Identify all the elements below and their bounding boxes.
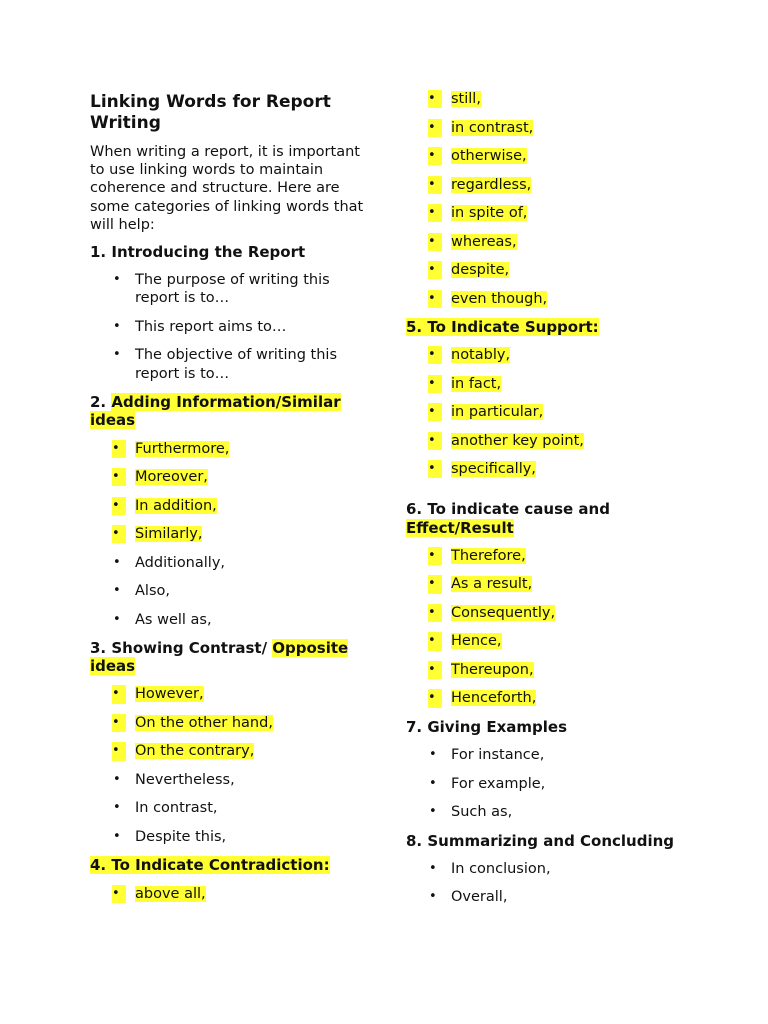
bullet-icon: • [429, 804, 437, 820]
heading-text: 6. To indicate cause and [406, 500, 610, 519]
bullet-icon: • [428, 176, 442, 194]
bullet-icon: • [428, 432, 442, 450]
bullet-icon: • [428, 233, 442, 251]
bullet-icon: • [113, 611, 121, 627]
list-item-text: However, [135, 686, 204, 703]
bullet-icon: • [112, 885, 126, 903]
bullet-icon: • [428, 90, 442, 108]
bullet-icon: • [428, 147, 442, 165]
section [406, 832, 706, 907]
bullet-icon: • [428, 689, 442, 707]
linking-word-list [90, 885, 370, 903]
list-item-text: As well as, [135, 611, 212, 628]
bullet-icon: • [429, 860, 437, 876]
list-item [406, 575, 706, 593]
bullet-icon: • [428, 661, 442, 679]
heading-highlight-text: Effect/Result [406, 518, 514, 537]
bullet-icon: • [428, 575, 442, 593]
linking-word-list [406, 860, 706, 907]
section [90, 243, 370, 383]
list-item-text: Such as, [451, 804, 513, 821]
list-item-text: For example, [451, 775, 546, 792]
list-item [406, 176, 706, 194]
linking-word-list [406, 746, 706, 821]
list-item-text: regardless, [451, 176, 532, 193]
bullet-icon: • [112, 440, 126, 458]
list-item [406, 119, 706, 137]
list-item-text: On the other hand, [135, 714, 273, 731]
list-item-text: still, [451, 91, 481, 107]
intro-paragraph: When writing a report, it is important to use linking words to maintain coherence and structure. Here are some categories of linking words that will help: [90, 144, 364, 233]
heading-text: 8. Summarizing and Concluding [406, 831, 675, 850]
list-item [406, 233, 706, 251]
right-column [406, 90, 706, 917]
section [90, 856, 370, 902]
heading-highlight-text: 5. To Indicate Support: [406, 318, 599, 336]
linking-word-list [406, 547, 706, 708]
list-item-text: in fact, [451, 375, 502, 392]
list-item-text: notably, [451, 347, 511, 364]
section [406, 500, 706, 707]
bullet-icon: • [112, 742, 126, 760]
bullet-icon: • [112, 497, 126, 515]
section-heading [406, 718, 706, 736]
bullet-icon: • [428, 632, 442, 650]
bullet-icon: • [112, 525, 126, 543]
section-heading [90, 243, 370, 261]
list-item-text: Additionally, [135, 554, 226, 571]
list-item-text: Thereupon, [451, 661, 534, 678]
document-title: Linking Words for Report Writing [90, 92, 331, 133]
linking-word-list [90, 685, 370, 846]
list-item [90, 554, 370, 572]
list-item-text: even though, [451, 290, 548, 307]
list-item-text: despite, [451, 262, 510, 278]
bullet-icon: • [112, 685, 126, 703]
section-heading [90, 639, 370, 675]
list-item [406, 803, 706, 821]
list-item-text: Nevertheless, [135, 771, 235, 788]
list-item [90, 771, 370, 789]
list-item-text: Hence, [451, 633, 502, 650]
list-item-text: Moreover, [135, 469, 208, 486]
list-item [406, 860, 706, 878]
list-item-text: another key point, [451, 432, 584, 449]
list-item-text: As a result, [451, 576, 533, 593]
list-item-text: in contrast, [451, 119, 534, 136]
list-item [90, 497, 370, 515]
list-item-text: In contrast, [135, 800, 218, 817]
list-item [90, 799, 370, 817]
list-item [90, 685, 370, 703]
section-heading [406, 832, 706, 850]
list-item-text: in particular, [451, 404, 544, 421]
list-item [406, 90, 706, 108]
section [90, 393, 370, 629]
bullet-icon: • [428, 547, 442, 565]
left-sections [90, 243, 370, 903]
bullet-icon: • [112, 468, 126, 486]
list-item [90, 318, 370, 336]
list-item [406, 261, 706, 279]
bullet-icon: • [113, 318, 121, 334]
list-item [406, 689, 706, 707]
section [90, 639, 370, 846]
section [406, 718, 706, 821]
list-item [406, 290, 706, 308]
list-item [406, 375, 706, 393]
list-item [406, 403, 706, 421]
list-item-text: Also, [135, 583, 170, 600]
list-item [90, 468, 370, 486]
list-item-text: Overall, [451, 889, 508, 906]
bullet-icon: • [113, 554, 121, 570]
right-sections [406, 90, 706, 906]
bullet-icon: • [428, 604, 442, 622]
list-item-text: Despite this, [135, 828, 227, 845]
bullet-icon: • [428, 204, 442, 222]
section-heading [90, 393, 370, 429]
list-item-text: The objective of writing this report is to… [135, 347, 338, 382]
section [406, 90, 706, 308]
list-item [90, 525, 370, 543]
list-item-text: On the contrary, [135, 743, 255, 760]
list-item [406, 661, 706, 679]
list-item [90, 885, 370, 903]
list-item-text: The purpose of writing this report is to… [135, 272, 330, 307]
bullet-icon: • [428, 346, 442, 364]
bullet-icon: • [428, 290, 442, 308]
bullet-icon: • [428, 119, 442, 137]
list-item [90, 742, 370, 760]
list-item [406, 460, 706, 478]
bullet-icon: • [113, 583, 121, 599]
heading-text: 2. [90, 393, 112, 412]
list-item [406, 147, 706, 165]
section [406, 318, 706, 478]
list-item [90, 582, 370, 600]
list-item [90, 611, 370, 629]
list-item [406, 432, 706, 450]
list-item [406, 204, 706, 222]
list-item-text: above all, [135, 885, 206, 902]
bullet-icon: • [428, 261, 442, 279]
linking-word-list [406, 90, 706, 308]
heading-highlight-text: 4. To Indicate Contradiction: [90, 856, 330, 875]
bullet-icon: • [428, 375, 442, 393]
section-heading [406, 500, 706, 536]
heading-highlight-text: Opposite ideas [90, 639, 349, 676]
list-item-text: in spite of, [451, 205, 528, 221]
list-item-text: This report aims to… [135, 318, 287, 335]
bullet-icon: • [428, 460, 442, 478]
bullet-icon: • [112, 714, 126, 732]
list-item-text: In conclusion, [451, 860, 551, 877]
list-item [406, 346, 706, 364]
section-heading [90, 856, 370, 874]
list-item [406, 888, 706, 906]
list-item [406, 746, 706, 764]
bullet-icon: • [113, 828, 121, 844]
bullet-icon: • [113, 771, 121, 787]
list-item [90, 440, 370, 458]
list-item [90, 828, 370, 846]
list-item [406, 775, 706, 793]
list-item [406, 632, 706, 650]
list-item-text: Similarly, [135, 526, 203, 543]
bullet-icon: • [429, 775, 437, 791]
list-item-text: specifically, [451, 461, 536, 478]
bullet-icon: • [113, 347, 121, 363]
list-item-text: otherwise, [451, 148, 527, 164]
bullet-icon: • [429, 889, 437, 905]
list-item-text: For instance, [451, 747, 545, 764]
left-column [90, 92, 370, 913]
list-item-text: whereas, [451, 233, 517, 250]
linking-word-list [406, 346, 706, 478]
list-item-text: Henceforth, [451, 690, 537, 707]
bullet-icon: • [428, 403, 442, 421]
list-item-text: In addition, [135, 497, 217, 514]
bullet-icon: • [113, 272, 121, 288]
heading-text: 3. Showing Contrast/ [90, 639, 273, 658]
bullet-icon: • [429, 747, 437, 763]
list-item-text: Furthermore, [135, 440, 230, 457]
linking-word-list [90, 440, 370, 629]
heading-highlight-text: Adding Information/Similar ideas [90, 393, 341, 430]
section-heading [406, 318, 706, 336]
list-item [406, 604, 706, 622]
heading-text: 1. Introducing the Report [90, 243, 306, 262]
linking-word-list [90, 271, 370, 383]
heading-text: 7. Giving Examples [406, 717, 568, 736]
list-item [90, 714, 370, 732]
list-item [90, 271, 370, 307]
list-item [406, 547, 706, 565]
list-item-text: Consequently, [451, 604, 556, 621]
bullet-icon: • [113, 800, 121, 816]
list-item-text: Therefore, [451, 547, 526, 564]
list-item [90, 346, 370, 382]
